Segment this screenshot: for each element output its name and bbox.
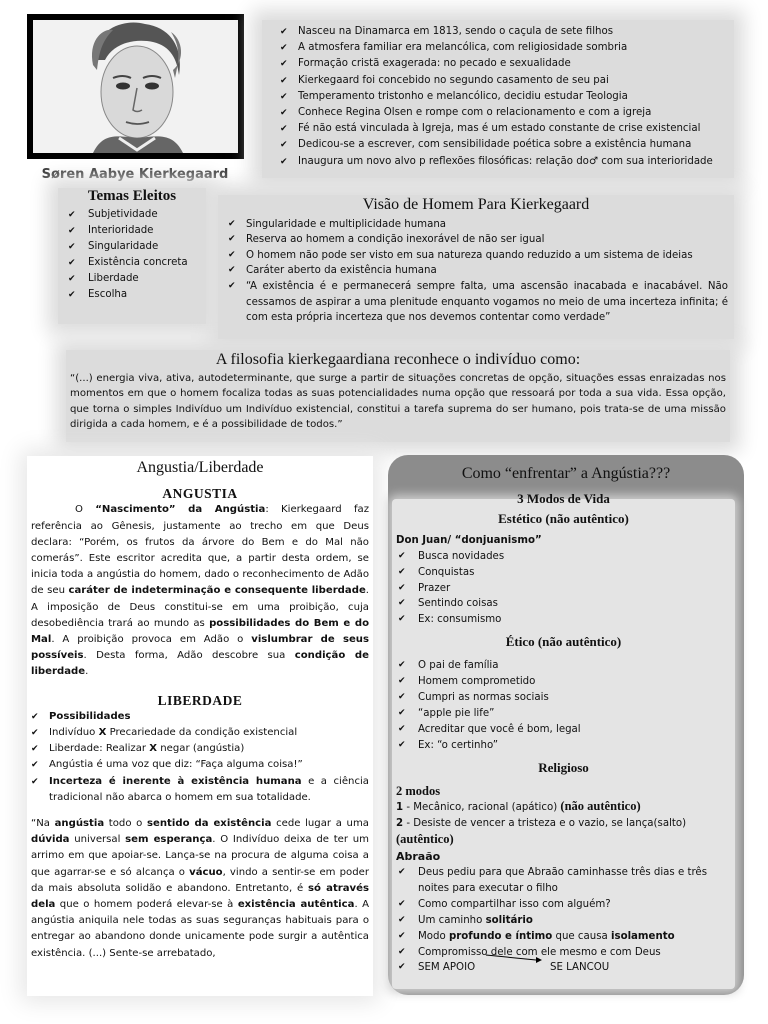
text-span: “Na bbox=[31, 818, 55, 830]
text-span: Indivíduo bbox=[49, 727, 99, 739]
list-item bbox=[27, 741, 369, 757]
list-item: ✔ Fé não está vinculada à Igreja, mas é um estado constante de crise existencial bbox=[270, 121, 726, 137]
text-span: . A proibição provoca em Adão o bbox=[51, 634, 252, 646]
text-span: que o homem poderá elevar-se à bbox=[55, 899, 238, 911]
list-item bbox=[27, 757, 369, 773]
text-span: só através dela bbox=[31, 882, 369, 911]
text-span: vácuo bbox=[189, 866, 223, 878]
religioso-modo-1 bbox=[392, 799, 735, 816]
list-item: ✔ O homem não pode ser visto em sua natureza quando reduzido a um sistema de ideias bbox=[224, 248, 728, 264]
list-item: ✔ Caráter aberto da existência humana bbox=[224, 263, 728, 279]
biography-list bbox=[270, 24, 726, 170]
text-span: . Desta forma, Adão descobre sua bbox=[83, 650, 295, 662]
list-item: ✔ Como compartilhar isso com alguém? bbox=[392, 897, 735, 913]
text-span: Possibilidades bbox=[49, 710, 131, 722]
text-span: . A imposição de Deus constitui-se em uma proibição, cuja desobediência trará ao mundo as bbox=[31, 585, 370, 629]
text-span: 2 bbox=[396, 818, 404, 830]
text-span: “Nascimento” da Angústia bbox=[95, 504, 266, 516]
list-item: ✔ Deus pediu para que Abraão caminhasse três dias e três noites para executar o filho bbox=[392, 865, 735, 897]
list-item: ✔ Singularidade bbox=[64, 239, 200, 255]
text-span: todo o bbox=[104, 818, 148, 830]
text-span: : Kierkegaard faz referência ao Gênesis, justamente ao trecho em que Deus declara: “Porém, os frutos da árvore do Bem e do Mal não comerás”. Este escritor acredita que, a partir desta ordem, se inicia toda a angústia do homem, dado o reconhecimento de Adão de seu bbox=[31, 504, 369, 597]
angustia-paragraph bbox=[31, 502, 369, 680]
list-item: ✔ Reserva ao homem a condição inexorável de não ser igual bbox=[224, 232, 728, 248]
list-item: ✔ Compromisso dele com ele mesmo e com Deus bbox=[392, 945, 735, 961]
text-span: Precariedade da condição existencial bbox=[106, 727, 298, 739]
angustia-quote bbox=[31, 816, 369, 962]
list-item: ✔ Interioridade bbox=[64, 223, 200, 239]
list-item: ✔ Ex: consumismo bbox=[392, 612, 735, 628]
modos-de-vida-box bbox=[392, 491, 735, 989]
text-span: X bbox=[149, 743, 158, 755]
filosofia-text: “(...) energia viva, ativa, autodeterminante, que surge a partir de situações concretas de opção, situações essas enraizadas nos momentos em que o homem focaliza todas as suas potencialidades numa opção que ressoará por toda a sua vida. Essa opção, que torna o simples Indivíduo um Indivíduo existencial, constitui a tarefa suprema do ser humano, pois trata-se de uma missão dirigida a cada homem, e é a possibilidade de todos.” bbox=[70, 372, 726, 431]
text-span: Liberdade: Realizar bbox=[49, 743, 150, 755]
text-span: negar (angústia) bbox=[157, 743, 245, 755]
list-item: ✔ Nasceu na Dinamarca em 1813, sendo o caçula de sete filhos bbox=[270, 24, 726, 40]
list-item bbox=[392, 913, 735, 929]
temas-box bbox=[58, 188, 206, 324]
temas-title: Temas Eleitos bbox=[87, 188, 177, 204]
liberdade-heading: LIBERDADE bbox=[157, 692, 243, 708]
angustia-liberdade-title: Angustia/Liberdade bbox=[136, 459, 264, 476]
text-span: cede lugar a uma bbox=[271, 818, 369, 830]
text-span: (não autêntico) bbox=[560, 799, 641, 814]
abraao-label: Abraão bbox=[396, 850, 441, 864]
temas-list bbox=[64, 207, 200, 303]
list-item: ✔ Homem comprometido bbox=[392, 674, 735, 690]
list-item: ✔ Sentindo coisas bbox=[392, 596, 735, 612]
text-span: que causa bbox=[552, 930, 612, 942]
list-item: ✔ A atmosfera familiar era melancólica, com religiosidade sombria bbox=[270, 40, 726, 56]
visao-list bbox=[224, 217, 728, 326]
list-item: ✔ “apple pie life” bbox=[392, 706, 735, 722]
text-span: (autêntico) bbox=[396, 832, 454, 847]
text-span: O bbox=[75, 504, 96, 516]
text-span: - Desiste de vencer a tristeza e o vazio, se lança(salto) bbox=[403, 818, 687, 830]
text-span: Um caminho bbox=[418, 914, 486, 926]
text-span: SEM APOIO bbox=[418, 962, 476, 974]
enfrentar-angustia-panel bbox=[388, 455, 744, 995]
text-span: isolamento bbox=[611, 930, 675, 942]
list-item bbox=[27, 709, 369, 725]
list-item: ✔ “A existência é e permanecerá sempre falta, uma ascensão inacabada e inacabável. Não cessamos de aspirar a uma plenitude enquanto vogamos no meio de uma incerteza infinita; é com esta própria incerteza que nos devemos contentar como verdade” bbox=[224, 279, 728, 326]
list-item: ✔ Singularidade e multiplicidade humana bbox=[224, 217, 728, 233]
text-span: SE LANCOU bbox=[550, 962, 610, 974]
text-span: sem esperança bbox=[125, 834, 213, 846]
text-span: Modo bbox=[418, 930, 449, 942]
text-span: , vindo a sentir-se em poder da mais absoluta solidão e abandono. Entretanto, é bbox=[31, 866, 369, 894]
text-span: caráter de indeterminação e consequente liberdade bbox=[68, 585, 366, 597]
etico-heading: Ético (não autêntico) bbox=[505, 634, 622, 650]
biography-box bbox=[262, 20, 734, 178]
angustia-liberdade-column bbox=[27, 456, 373, 996]
portrait-frame bbox=[27, 14, 244, 159]
text-span: Angústia é uma voz que diz: “Faça alguma coisa!” bbox=[49, 759, 303, 771]
religioso-heading: Religioso bbox=[538, 759, 589, 775]
text-span: Incerteza é inerente à existência humana bbox=[49, 775, 302, 787]
list-item: ✔ Acreditar que você é bom, legal bbox=[392, 722, 735, 738]
text-span: 1 bbox=[396, 802, 404, 814]
estetico-heading: Estético (não autêntico) bbox=[498, 510, 629, 526]
text-span: . O Indivíduo deixa de ter um arrimo em que apoiar-se. Lança-se na procura de alguma coisa a que agarrar-se e só alcança o bbox=[31, 834, 369, 878]
list-item: ✔ Existência concreta bbox=[64, 255, 200, 271]
list-item bbox=[27, 774, 369, 806]
text-span: sentido da existência bbox=[147, 818, 272, 830]
list-item: ✔ Dedicou-se a escrever, com sensibilidade poética sobre a existência humana bbox=[270, 137, 726, 153]
visao-title: Visão de Homem Para Kierkegaard bbox=[362, 196, 590, 213]
religioso-modos: 2 modos bbox=[396, 783, 441, 798]
list-item: ✔ Conhece Regina Olsen e rompe com o relacionamento e com a igreja bbox=[270, 105, 726, 121]
text-span: universal bbox=[69, 834, 126, 846]
list-item bbox=[392, 960, 735, 976]
text-span: X bbox=[98, 727, 107, 739]
kierkegaard-portrait-image bbox=[33, 20, 238, 153]
text-span: profundo e íntimo bbox=[448, 930, 553, 942]
list-item: ✔ Liberdade bbox=[64, 271, 200, 287]
filosofia-box bbox=[66, 350, 730, 442]
list-item: ✔ Prazer bbox=[392, 581, 735, 597]
text-span: vislumbrar de seus possíveis bbox=[31, 634, 369, 662]
text-span: condição de liberdade bbox=[31, 650, 369, 678]
arrow-right-icon bbox=[484, 953, 544, 963]
list-item: ✔ Ex: “o certinho” bbox=[392, 738, 735, 754]
etico-list bbox=[392, 658, 735, 753]
text-span: - Mecânico, racional (apático) bbox=[403, 802, 561, 814]
modos-heading: 3 Modos de Vida bbox=[517, 491, 610, 506]
text-span: solitário bbox=[485, 914, 533, 926]
filosofia-title: A filosofia kierkegaardiana reconhece o indivíduo como: bbox=[215, 351, 581, 368]
estetico-label: Don Juan/ “donjuanismo” bbox=[396, 534, 542, 546]
text-span: possibilidades do Bem e do Mal bbox=[31, 617, 369, 646]
text-span: e a ciência tradicional não abarca o homem em sua totalidade. bbox=[49, 775, 369, 803]
list-item: ✔ Conquistas bbox=[392, 565, 735, 581]
liberdade-list bbox=[27, 709, 369, 806]
list-item: ✔ Escolha bbox=[64, 287, 200, 303]
estetico-list bbox=[392, 549, 735, 629]
list-item: ✔ Busca novidades bbox=[392, 549, 735, 565]
list-item: ✔ Cumpri as normas sociais bbox=[392, 690, 735, 706]
list-item bbox=[392, 929, 735, 945]
list-item: ✔ O pai de família bbox=[392, 658, 735, 674]
list-item: ✔ Temperamento tristonho e melancólico, decidiu estudar Teologia bbox=[270, 89, 726, 105]
list-item: ✔ Subjetividade bbox=[64, 207, 200, 223]
religioso-modo-2 bbox=[392, 816, 735, 849]
text-span: dúvida bbox=[31, 834, 70, 846]
text-span: . bbox=[85, 666, 89, 678]
text-span: existência autêntica bbox=[237, 899, 355, 911]
list-item: ✔ Inaugura um novo alvo p reflexões filosóficas: relação do♂ com sua interioridade bbox=[270, 154, 726, 170]
portrait-caption: Søren Aabye Kierkegaard bbox=[41, 167, 229, 182]
list-item bbox=[27, 725, 369, 741]
enfrentar-title: Como “enfrentar” a Angústia??? bbox=[461, 465, 671, 482]
visao-box bbox=[218, 195, 734, 339]
abraao-list bbox=[392, 865, 735, 976]
list-item: ✔ Kierkegaard foi concebido no segundo casamento de seu pai bbox=[270, 73, 726, 89]
text-span: angústia bbox=[54, 818, 105, 830]
list-item: ✔ Formação cristã exagerada: no pecado e sexualidade bbox=[270, 56, 726, 72]
angustia-heading: ANGUSTIA bbox=[162, 486, 238, 502]
text-span: . A angústia aniquila nele todas as suas seguranças habituais para o entregar ao abandono donde unicamente pode surgir a autêntica existência. (...) Sente-se arrebatado, bbox=[31, 899, 369, 959]
